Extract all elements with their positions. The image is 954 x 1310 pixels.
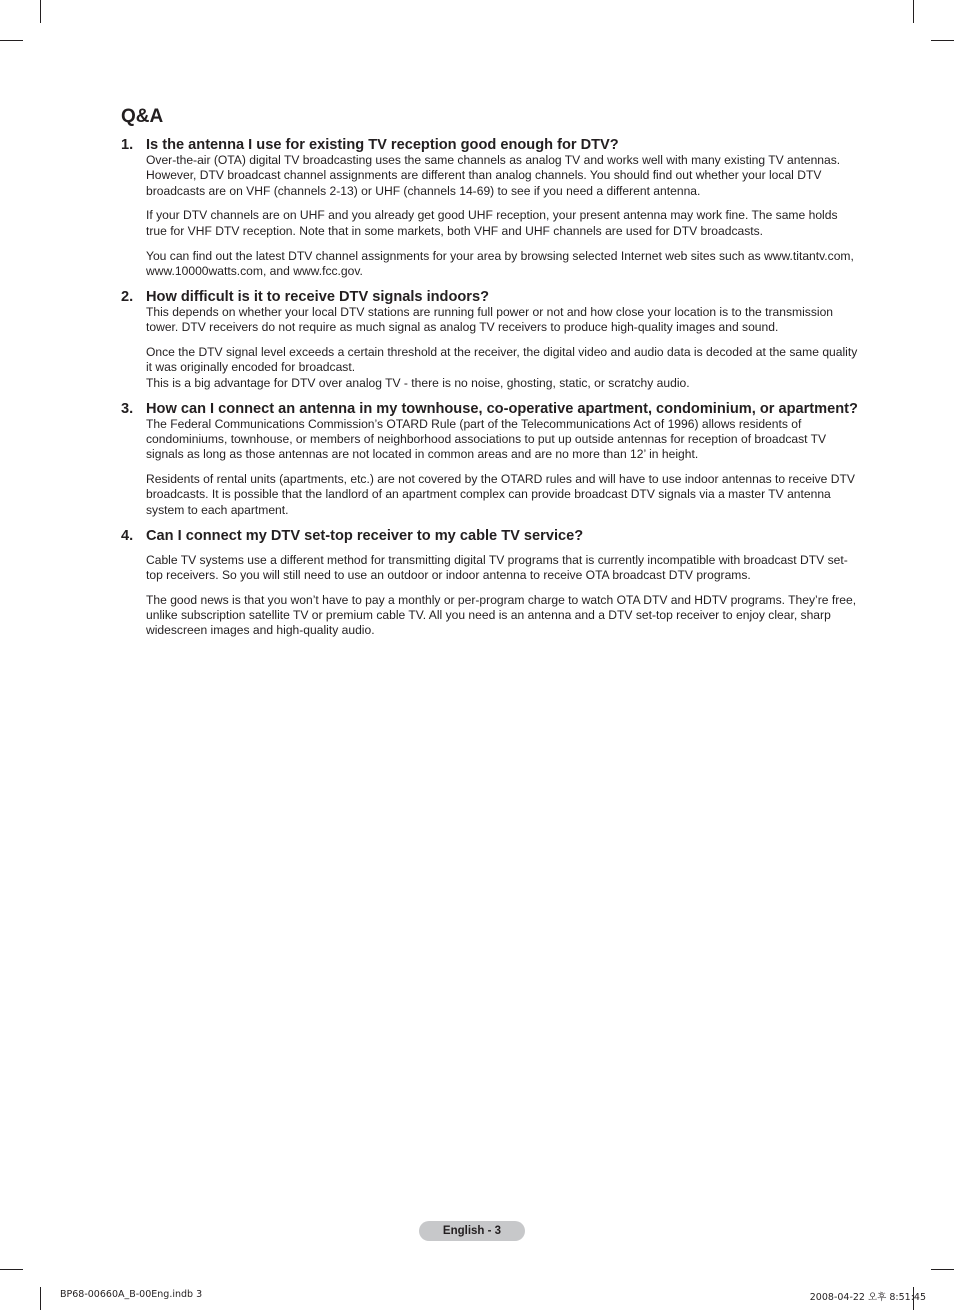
crop-mark — [931, 1269, 954, 1270]
question-text: Can I connect my DTV set-top receiver to my cable TV service? — [146, 527, 584, 544]
answer-paragraph: If your DTV channels are on UHF and you already get good UHF reception, your present antenna may work fine. The same holds true for VHF DTV reception. Note that in some markets, both VHF and UHF channels are used for DTV broadcasts. — [146, 208, 838, 238]
answer-paragraph: Once the DTV signal level exceeds a certain threshold at the receiver, the digital video and audio data is decoded at the same quality it was originally encoded for broadcast. — [146, 345, 858, 375]
question-heading — [121, 401, 861, 417]
answer-paragraph: Cable TV systems use a different method for transmitting digital TV programs that is currently incompatible with broadcast DTV set-top receivers. So you will still need to use an outdoor or indoor antenna to receive OTA broadcast DTV programs. — [146, 552, 848, 582]
answer-paragraph: Over-the-air (OTA) digital TV broadcasting uses the same channels as analog TV and works well with many existing TV antennas. However, DTV broadcast channel assignments are different than analog channels. You should find out whether your local DTV broadcasts are on VHF (channels 2-13) or UHF (channels 14-69) to see if you need a different antenna. — [146, 153, 841, 198]
answer — [121, 305, 861, 391]
question-heading — [121, 289, 861, 305]
qa-item-4 — [121, 528, 861, 639]
qa-item-1 — [121, 137, 861, 279]
question-text: How difficult is it to receive DTV signals indoors? — [146, 288, 490, 305]
print-slug-file: BP68-00660A_B-00Eng.indb 3 — [60, 1289, 203, 1300]
question-text: How can I connect an antenna in my townhouse, co-operative apartment, condominium, or apartment? — [146, 400, 858, 417]
question-text: Is the antenna I use for existing TV reception good enough for DTV? — [146, 137, 619, 153]
question-number: 4. — [121, 527, 134, 544]
answer — [121, 417, 861, 518]
crop-mark — [913, 0, 914, 23]
answer-paragraph: This is a big advantage for DTV over analog TV - there is no noise, ghosting, static, or scratchy audio. — [146, 375, 690, 390]
answer-paragraph: The Federal Communications Commission’s OTARD Rule (part of the Telecommunications Act of 1996) allows residents of condominiums, townhouse, or members of neighborhood associations to put up outside antennas for reception of broadcast TV signals as long as those antennas are not located in common areas and are no more than 12’ in height. — [146, 416, 827, 462]
crop-mark — [40, 0, 41, 23]
question-heading — [121, 528, 861, 544]
answer-paragraph: You can find out the latest DTV channel assignments for your area by browsing selected Internet web sites such as www.titantv.com, www.10000watts.com, and www.fcc.gov. — [146, 248, 854, 278]
qa-list — [121, 137, 861, 648]
crop-mark — [40, 1287, 41, 1310]
question-number: 2. — [121, 288, 134, 305]
answer — [121, 153, 861, 279]
print-slug-timestamp: 2008-04-22 오후 8:51:45 — [809, 1292, 926, 1303]
crop-mark — [931, 40, 954, 41]
qa-item-2 — [121, 289, 861, 391]
answer-paragraph: This depends on whether your local DTV stations are running full power or not and how close your location is to the transmission tower. DTV receivers do not require as much signal as analog TV receivers to produce high-quality images and sound. — [146, 304, 834, 335]
question-number: 3. — [121, 400, 134, 417]
answer — [121, 553, 861, 639]
question-heading — [121, 137, 861, 153]
page-title: Q&A — [121, 106, 164, 127]
answer-paragraph: Residents of rental units (apartments, etc.) are not covered by the OTARD rules and will have to use indoor antennas to receive DTV broadcasts. It is possible that the landlord of an apartment complex can provide broadcast DTV signals via a master TV antenna system to each apartment. — [146, 472, 855, 517]
qa-item-3 — [121, 401, 861, 518]
crop-mark — [0, 1269, 23, 1270]
page-number-badge: English - 3 — [419, 1221, 525, 1241]
question-number: 1. — [121, 137, 134, 153]
answer-paragraph: The good news is that you won’t have to pay a monthly or per-program charge to watch OTA DTV and HDTV programs. They’re free, unlike subscription satellite TV or premium cable TV. All you need is an antenna and a DTV set-top receiver to enjoy clear, sharp widescreen images and high-quality audio. — [146, 592, 857, 638]
crop-mark — [0, 40, 23, 41]
